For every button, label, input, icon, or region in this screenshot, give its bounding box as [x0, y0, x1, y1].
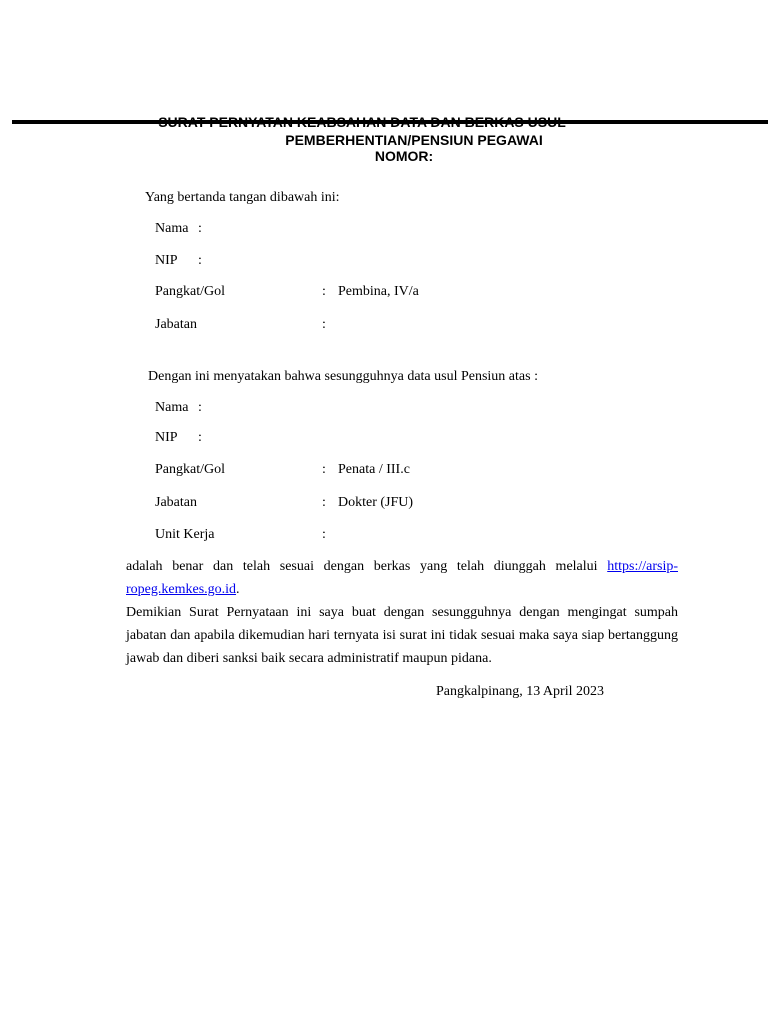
signer-intro: Yang bertanda tangan dibawah ini: — [145, 190, 340, 205]
signer-nama-label: Nama — [155, 221, 189, 236]
place-date: Pangkalpinang, 13 April 2023 — [436, 684, 604, 699]
signer-jabatan-colon: : — [322, 317, 326, 332]
signer-nip-colon: : — [198, 253, 202, 268]
statement-text: adalah benar dan telah sesuai dengan berkas yang telah diunggah melalui — [126, 559, 608, 574]
subject-pangkat-value: Penata / III.c — [338, 462, 410, 477]
subject-pangkat-colon: : — [322, 462, 326, 477]
subject-intro: Dengan ini menyatakan bahwa sesungguhnya data usul Pensiun atas : — [148, 369, 538, 384]
title-line-2: PEMBERHENTIAN/PENSIUN PEGAWAI — [285, 132, 543, 148]
signer-pangkat-label: Pangkat/Gol — [155, 284, 225, 299]
arsip-ropeg-link[interactable]: https://arsip-ropeg.kemkes.go.id — [126, 559, 678, 597]
subject-nip-label: NIP — [155, 430, 178, 445]
subject-unit-colon: : — [322, 527, 326, 542]
subject-jabatan-value: Dokter (JFU) — [338, 495, 414, 510]
subject-nama-label: Nama — [155, 400, 189, 415]
title-line-1: SURAT PERNYATAN KEABSAHAN DATA DAN BERKAS USUL — [158, 114, 566, 130]
closing-paragraph: Demikian Surat Pernyataan ini saya buat dengan sesungguhnya dengan mengingat sumpah jabatan dan apabila dikemudian hari ternyata isi surat ini tidak sesuai maka saya siap bertanggung jawab dan diberi sanksi baik secara administratif maupun pidana. — [126, 605, 678, 666]
signer-nama-colon: : — [198, 221, 202, 236]
subject-nip-colon: : — [198, 430, 202, 445]
statement-paragraph — [126, 555, 678, 601]
signer-jabatan-label: Jabatan — [155, 317, 197, 332]
signer-pangkat-colon: : — [322, 284, 326, 299]
subject-unit-label: Unit Kerja — [155, 527, 215, 542]
subject-nama-colon: : — [198, 400, 202, 415]
subject-jabatan-colon: : — [322, 495, 326, 510]
subject-jabatan-label: Jabatan — [155, 495, 197, 510]
title-nomor: NOMOR: — [374, 148, 434, 164]
statement-end: . — [236, 582, 240, 597]
subject-pangkat-label: Pangkat/Gol — [155, 462, 225, 477]
signer-nip-label: NIP — [155, 253, 178, 268]
signer-pangkat-value: Pembina, IV/a — [338, 284, 419, 299]
